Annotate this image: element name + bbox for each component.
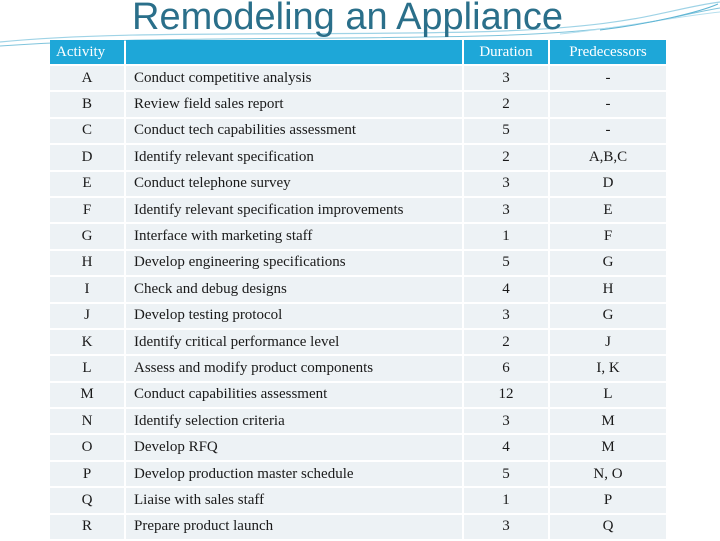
duration-cell: 1 [464, 224, 548, 248]
duration-cell: 2 [464, 145, 548, 169]
predecessors-cell: H [550, 277, 666, 301]
duration-cell: 5 [464, 251, 548, 275]
duration-cell: 5 [464, 462, 548, 486]
predecessors-cell: G [550, 251, 666, 275]
duration-cell: 3 [464, 198, 548, 222]
activity-cell: F [50, 198, 124, 222]
activity-cell: H [50, 251, 124, 275]
table-row [50, 224, 666, 248]
table-row [50, 277, 666, 301]
predecessors-cell: M [550, 435, 666, 459]
activity-table [48, 38, 668, 541]
slide-title: Remodeling an Appliance [132, 0, 563, 38]
activity-cell: D [50, 145, 124, 169]
predecessors-cell: Q [550, 515, 666, 539]
predecessors-cell: I, K [550, 356, 666, 380]
description-cell: Conduct telephone survey [126, 172, 462, 196]
description-cell: Interface with marketing staff [126, 224, 462, 248]
duration-cell: 3 [464, 515, 548, 539]
header-description [126, 40, 462, 64]
duration-cell: 2 [464, 92, 548, 116]
description-cell: Prepare product launch [126, 515, 462, 539]
predecessors-cell: J [550, 330, 666, 354]
activity-cell: O [50, 435, 124, 459]
table-header-row [50, 40, 666, 64]
table-row [50, 383, 666, 407]
duration-cell: 5 [464, 119, 548, 143]
description-cell: Develop production master schedule [126, 462, 462, 486]
activity-cell: G [50, 224, 124, 248]
description-cell: Develop engineering specifications [126, 251, 462, 275]
description-cell: Conduct tech capabilities assessment [126, 119, 462, 143]
table-row [50, 488, 666, 512]
table-row [50, 145, 666, 169]
description-cell: Conduct competitive analysis [126, 66, 462, 90]
predecessors-cell: P [550, 488, 666, 512]
description-cell: Develop RFQ [126, 435, 462, 459]
table-row [50, 356, 666, 380]
header-predecessors: Predecessors [550, 40, 666, 64]
predecessors-cell: E [550, 198, 666, 222]
activity-cell: B [50, 92, 124, 116]
duration-cell: 1 [464, 488, 548, 512]
activity-cell: J [50, 304, 124, 328]
activity-cell: K [50, 330, 124, 354]
table-row [50, 304, 666, 328]
description-cell: Conduct capabilities assessment [126, 383, 462, 407]
activity-cell: C [50, 119, 124, 143]
activity-cell: M [50, 383, 124, 407]
duration-cell: 6 [464, 356, 548, 380]
header-activity: Activity [50, 40, 124, 64]
table-row [50, 515, 666, 539]
table-row [50, 66, 666, 90]
duration-cell: 3 [464, 409, 548, 433]
predecessors-cell: - [550, 92, 666, 116]
activity-cell: Q [50, 488, 124, 512]
duration-cell: 12 [464, 383, 548, 407]
activity-cell: L [50, 356, 124, 380]
header-duration: Duration [464, 40, 548, 64]
predecessors-cell: - [550, 119, 666, 143]
table-row [50, 435, 666, 459]
description-cell: Check and debug designs [126, 277, 462, 301]
description-cell: Liaise with sales staff [126, 488, 462, 512]
table-row [50, 172, 666, 196]
activity-cell: R [50, 515, 124, 539]
predecessors-cell: N, O [550, 462, 666, 486]
activity-cell: N [50, 409, 124, 433]
description-cell: Develop testing protocol [126, 304, 462, 328]
predecessors-cell: D [550, 172, 666, 196]
duration-cell: 2 [464, 330, 548, 354]
predecessors-cell: A,B,C [550, 145, 666, 169]
activity-cell: P [50, 462, 124, 486]
description-cell: Assess and modify product components [126, 356, 462, 380]
table-row [50, 92, 666, 116]
description-cell: Identify critical performance level [126, 330, 462, 354]
duration-cell: 3 [464, 304, 548, 328]
activity-cell: E [50, 172, 124, 196]
activity-cell: I [50, 277, 124, 301]
table-row [50, 119, 666, 143]
table-row [50, 251, 666, 275]
description-cell: Review field sales report [126, 92, 462, 116]
activity-cell: A [50, 66, 124, 90]
duration-cell: 4 [464, 277, 548, 301]
description-cell: Identify relevant specification [126, 145, 462, 169]
predecessors-cell: F [550, 224, 666, 248]
table-row [50, 198, 666, 222]
duration-cell: 3 [464, 172, 548, 196]
description-cell: Identify relevant specification improvements [126, 198, 462, 222]
predecessors-cell: G [550, 304, 666, 328]
description-cell: Identify selection criteria [126, 409, 462, 433]
predecessors-cell: L [550, 383, 666, 407]
table-row [50, 409, 666, 433]
table-row [50, 462, 666, 486]
predecessors-cell: M [550, 409, 666, 433]
predecessors-cell: - [550, 66, 666, 90]
duration-cell: 3 [464, 66, 548, 90]
duration-cell: 4 [464, 435, 548, 459]
table-row [50, 330, 666, 354]
